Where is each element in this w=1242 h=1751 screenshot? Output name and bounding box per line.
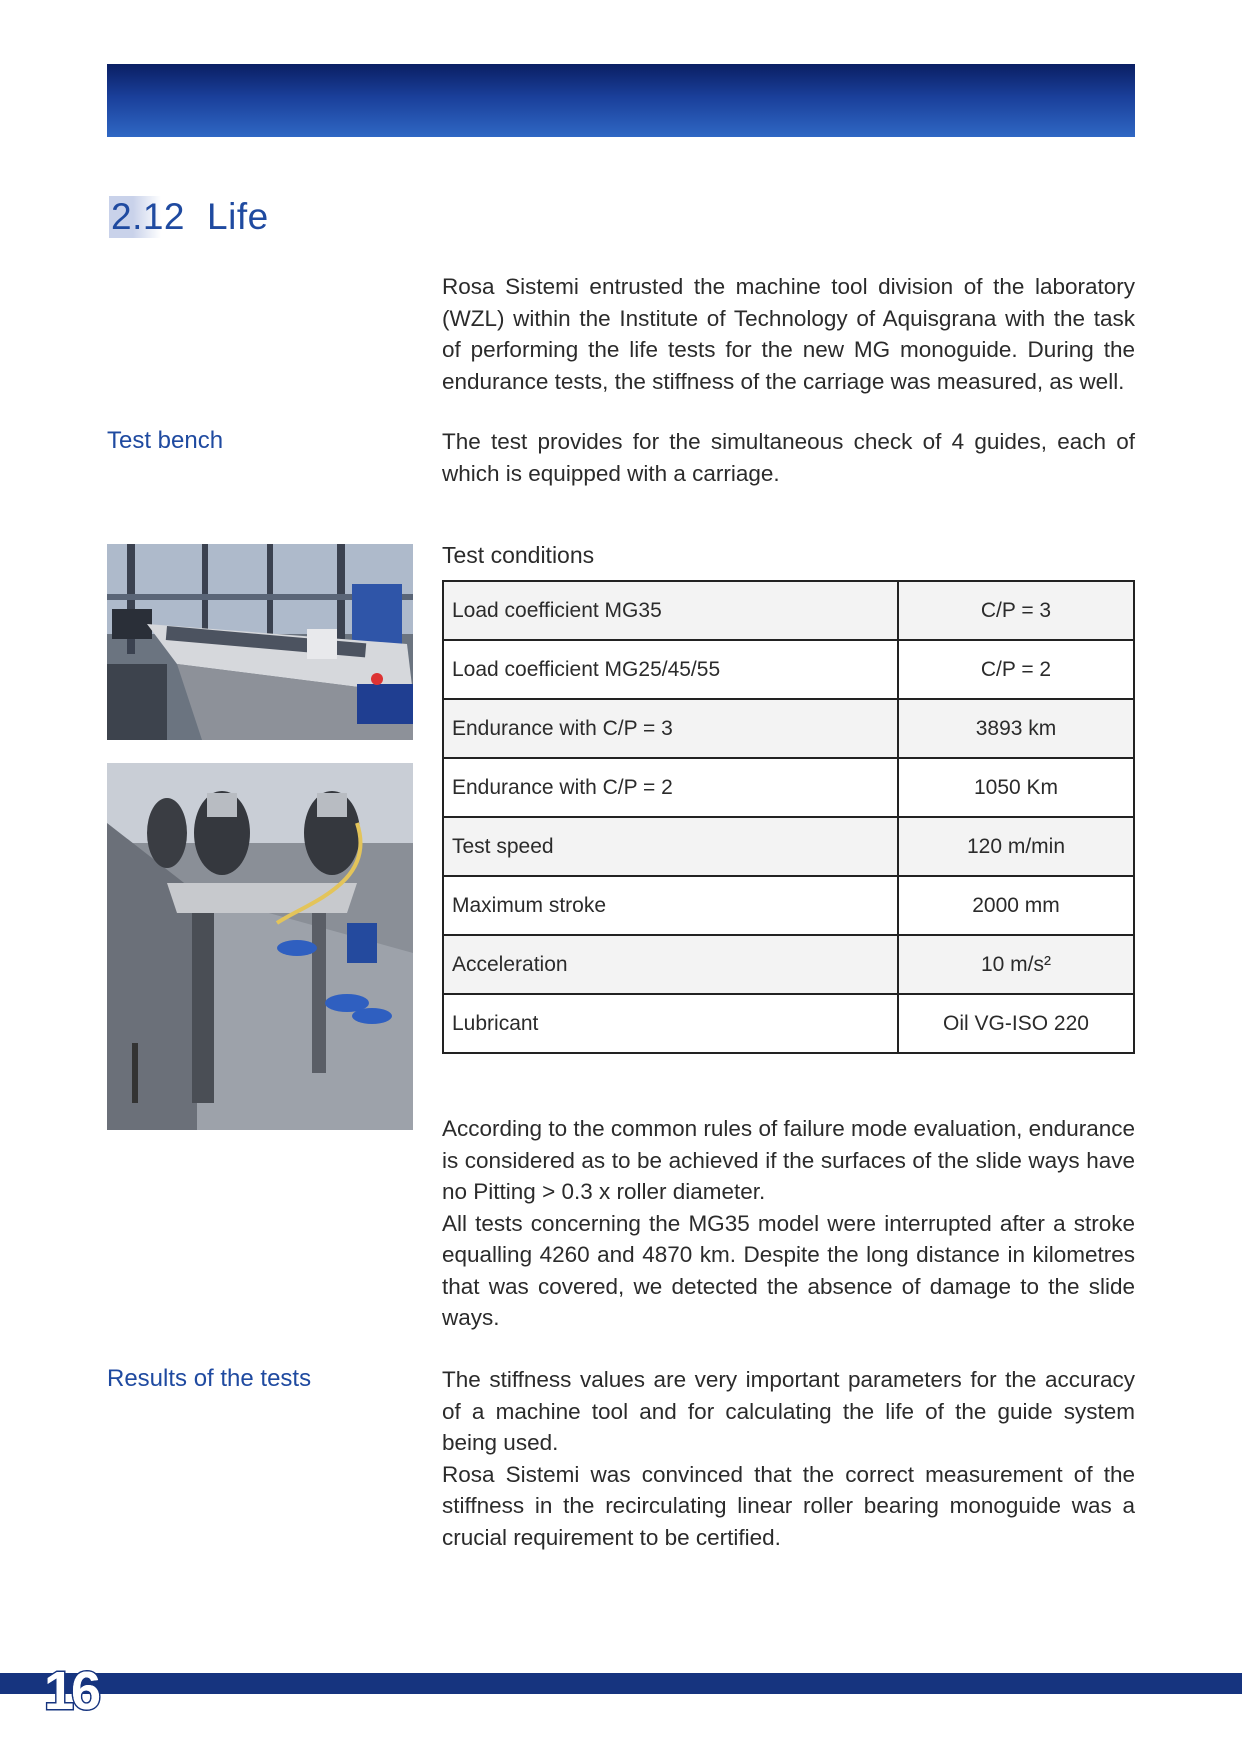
results-label: Results of the tests <box>107 1365 312 1392</box>
test-bench-paragraph <box>442 426 1135 489</box>
condition-label: Maximum stroke <box>443 876 898 935</box>
table-row <box>443 581 1134 640</box>
condition-label: Endurance with C/P = 2 <box>443 758 898 817</box>
test-conditions-table <box>442 580 1135 1054</box>
test-bench-photo <box>107 544 413 740</box>
test-bench-label: Test bench <box>107 427 224 454</box>
condition-label: Load coefficient MG35 <box>443 581 898 640</box>
test-conditions-title: Test conditions <box>442 542 595 568</box>
condition-value: C/P = 2 <box>898 640 1134 699</box>
evaluation-text-1: According to the common rules of failure mode evaluation, endurance is considered as to be achieved if the surfaces of the slide ways have no Pitting > 0.3 x roller diameter. <box>442 1116 1135 1204</box>
evaluation-paragraph <box>442 1113 1135 1334</box>
results-paragraph <box>442 1364 1135 1553</box>
page-number <box>44 1660 98 1722</box>
table-row <box>443 994 1134 1053</box>
condition-label: Load coefficient MG25/45/55 <box>443 640 898 699</box>
condition-label: Lubricant <box>443 994 898 1053</box>
page-number-text: 16 <box>44 1661 99 1721</box>
evaluation-text-2: All tests concerning the MG35 model were interrupted after a stroke equalling 4260 and 4870 km. Despite the long distance in kilometres that was covered, we detected the absence of damage to the slide ways. <box>442 1210 1135 1330</box>
intro-paragraph <box>442 271 1135 397</box>
section-heading <box>109 195 269 239</box>
condition-value: Oil VG-ISO 220 <box>898 994 1134 1053</box>
section-title: Life <box>207 196 269 237</box>
condition-value: 2000 mm <box>898 876 1134 935</box>
test-bench-text: The test provides for the simultaneous check of 4 guides, each of which is equipped with a carriage. <box>442 429 1135 486</box>
condition-label: Acceleration <box>443 935 898 994</box>
results-text-2: Rosa Sistemi was convinced that the correct measurement of the stiffness in the recirculating linear roller bearing monoguide was a crucial requirement to be certified. <box>442 1461 1135 1550</box>
table-row <box>443 758 1134 817</box>
table-row <box>443 640 1134 699</box>
table-row <box>443 699 1134 758</box>
condition-value: 3893 km <box>898 699 1134 758</box>
table-row <box>443 935 1134 994</box>
condition-value: 1050 Km <box>898 758 1134 817</box>
table-row <box>443 876 1134 935</box>
intro-text: Rosa Sistemi entrusted the machine tool division of the laboratory (WZL) within the Institute of Technology of Aquisgrana with the task of performing the life tests for the new MG monoguide. During the endurance tests, the stiffness of the carriage was measured, as well. <box>442 274 1135 394</box>
results-text-1: The stiffness values are very important parameters for the accuracy of a machine tool and for calculating the life of the guide system being used. <box>442 1367 1135 1455</box>
section-number: 2.12 <box>109 196 189 238</box>
condition-value: 10 m/s² <box>898 935 1134 994</box>
header-banner <box>107 64 1135 137</box>
carriage-photo <box>107 763 413 1130</box>
footer-bar <box>0 1673 1242 1694</box>
condition-label: Endurance with C/P = 3 <box>443 699 898 758</box>
table-row <box>443 817 1134 876</box>
condition-label: Test speed <box>443 817 898 876</box>
condition-value: 120 m/min <box>898 817 1134 876</box>
condition-value: C/P = 3 <box>898 581 1134 640</box>
